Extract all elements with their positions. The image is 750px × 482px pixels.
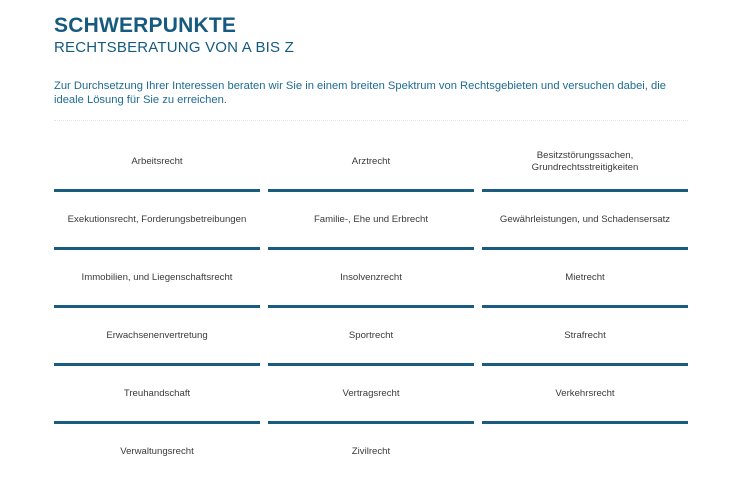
practice-area-item[interactable] [54,308,260,366]
practice-area-label: Besitzstörungssachen, Grundrechtsstreitigkeiten [531,149,639,173]
practice-area-label: Arbeitsrecht [131,155,183,167]
practice-area-item[interactable] [482,250,688,308]
practice-area-item[interactable] [482,366,688,424]
practice-area-label: Familie-, Ehe und Erbrecht [313,213,429,225]
practice-area-item[interactable] [54,192,260,250]
practice-area-item[interactable] [54,366,260,424]
practice-area-label: Mietrecht [565,271,605,283]
content [54,14,688,457]
practice-area-item[interactable] [54,424,260,482]
practice-area-label: Verwaltungsrecht [120,445,194,457]
practice-area-item[interactable] [268,424,474,482]
practice-area-label: Exekutionsrecht, Forderungsbetreibungen [67,213,247,225]
practice-area-item[interactable] [268,250,474,308]
practice-area-item[interactable] [268,308,474,366]
practice-area-label: Vertragsrecht [342,387,400,399]
practice-area-label: Verkehrsrecht [555,387,615,399]
practice-area-item[interactable] [54,134,260,192]
practice-areas-grid [54,134,688,482]
practice-area-item[interactable] [482,134,688,192]
page-title: SCHWERPUNKTE [54,14,237,37]
practice-area-item[interactable] [482,308,688,366]
practice-area-label: Treuhandschaft [123,387,191,399]
page-subtitle: RECHTSBERATUNG VON A BIS Z [54,39,294,56]
practice-area-label: Immobilien, und Liegenschaftsrecht [81,271,233,283]
practice-area-label: Strafrecht [564,329,606,341]
practice-area-item[interactable] [268,192,474,250]
intro-text: Zur Durchsetzung Ihrer Interessen beraten wir Sie in einem breiten Spektrum von Rechtsgebieten und versuchen dabei, die ideale Lösung für Sie zu erreichen. [54,80,666,106]
practice-area-item[interactable] [482,192,688,250]
practice-area-underline [482,421,688,424]
practice-area-label: Zivilrecht [351,445,391,457]
practice-area-label: Gewährleistungen, und Schadensersatz [499,213,671,225]
practice-area-label: Erwachsenenvertretung [106,329,208,341]
practice-area-item[interactable] [268,366,474,424]
practice-area-label: Arztrecht [351,155,391,167]
practice-area-item[interactable] [268,134,474,192]
practice-area-item[interactable] [54,250,260,308]
practice-area-label: Insolvenzrecht [340,271,402,283]
separator [54,120,688,121]
practice-area-label: Sportrecht [348,329,394,341]
